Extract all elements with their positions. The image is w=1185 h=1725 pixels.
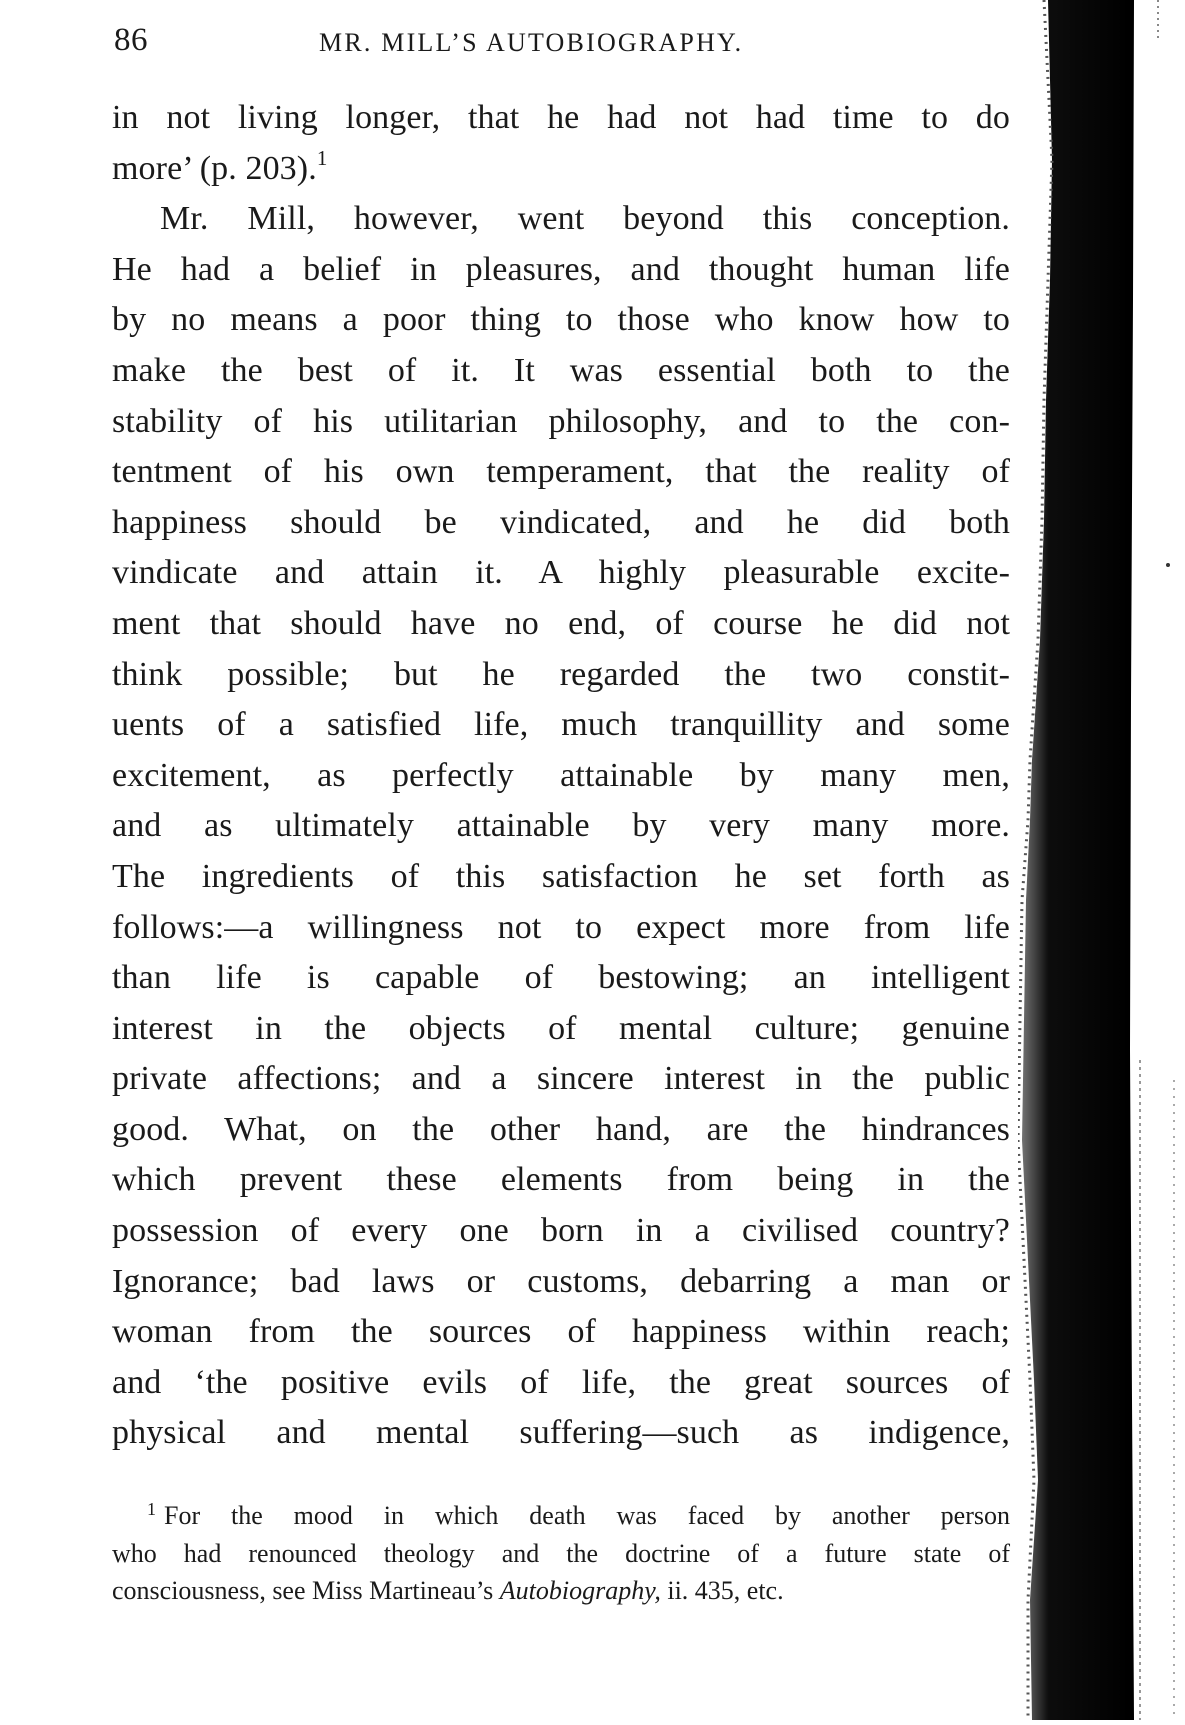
- text-line: by no means a poor thing to those who know how to: [112, 301, 1010, 339]
- footnote-line: [112, 1497, 1010, 1535]
- page-edge-strip: [1128, 0, 1185, 1720]
- footnote-text: consciousness, see Miss Martineau’s: [112, 1576, 500, 1605]
- text-line: Ignorance; bad laws or customs, debarring a man or: [112, 1262, 1010, 1300]
- running-head: MR. MILL’S AUTOBIOGRAPHY.: [319, 28, 744, 57]
- text-line: woman from the sources of happiness within reach;: [112, 1313, 1010, 1351]
- text-line: physical and mental suffering—such as indigence,: [112, 1414, 1010, 1452]
- footnote-marker: 1: [147, 1499, 156, 1519]
- text-line: interest in the objects of mental culture; genuine: [112, 1009, 1010, 1047]
- footnote-line: who had renounced theology and the doctrine of a future state of: [112, 1538, 1010, 1568]
- footnote-line: [112, 1572, 1010, 1610]
- page-header: [114, 18, 1014, 68]
- footnote-reference: 1: [316, 145, 328, 170]
- footnote-text: ii. 435, etc.: [660, 1576, 784, 1605]
- text-line: stability of his utilitarian philosophy, and to the con-: [112, 402, 1010, 440]
- footnote: [112, 1497, 1010, 1610]
- text-line: happiness should be vindicated, and he did both: [112, 503, 1010, 541]
- text-line: The ingredients of this satisfaction he set forth as: [112, 857, 1010, 895]
- text-line: private affections; and a sincere interest in the public: [112, 1060, 1010, 1098]
- text-line: which prevent these elements from being in the: [112, 1161, 1010, 1199]
- body-text: [112, 93, 1010, 1459]
- paragraph-start-line: Mr. Mill, however, went beyond this conception.: [160, 200, 1010, 238]
- text-line: in not living longer, that he had not had time to do: [112, 99, 1010, 136]
- text-line: vindicate and attain it. A highly pleasurable excite-: [112, 554, 1010, 592]
- text-line: ment that should have no end, of course he did not: [112, 604, 1010, 642]
- text-line: tentment of his own temperament, that the reality of: [112, 453, 1010, 491]
- text-line-with-footnote: [112, 144, 1010, 195]
- text-line: make the best of it. It was essential both to the: [112, 351, 1010, 389]
- binding-shadow: [1018, 0, 1128, 1720]
- text-line: and as ultimately attainable by very many more.: [112, 807, 1010, 845]
- text-line: He had a belief in pleasures, and thought human life: [112, 250, 1010, 288]
- footnote-text: For the mood in which death was faced by another person: [164, 1501, 1010, 1530]
- text-line: excitement, as perfectly attainable by many men,: [112, 756, 1010, 794]
- text-line: possession of every one born in a civilised country?: [112, 1212, 1010, 1250]
- text-line-content: more’ (p. 203).: [112, 149, 317, 187]
- text-line: than life is capable of bestowing; an intelligent: [112, 959, 1010, 997]
- page-number: 86: [114, 22, 148, 58]
- text-line: uents of a satisfied life, much tranquillity and some: [112, 706, 1010, 744]
- text-line: and ‘the positive evils of life, the great sources of: [112, 1363, 1010, 1401]
- text-line: follows:—a willingness not to expect more from life: [112, 908, 1010, 946]
- text-line: think possible; but he regarded the two constit-: [112, 655, 1010, 693]
- text-line: good. What, on the other hand, are the hindrances: [112, 1110, 1010, 1148]
- footnote-book-title: Autobiography,: [499, 1576, 661, 1605]
